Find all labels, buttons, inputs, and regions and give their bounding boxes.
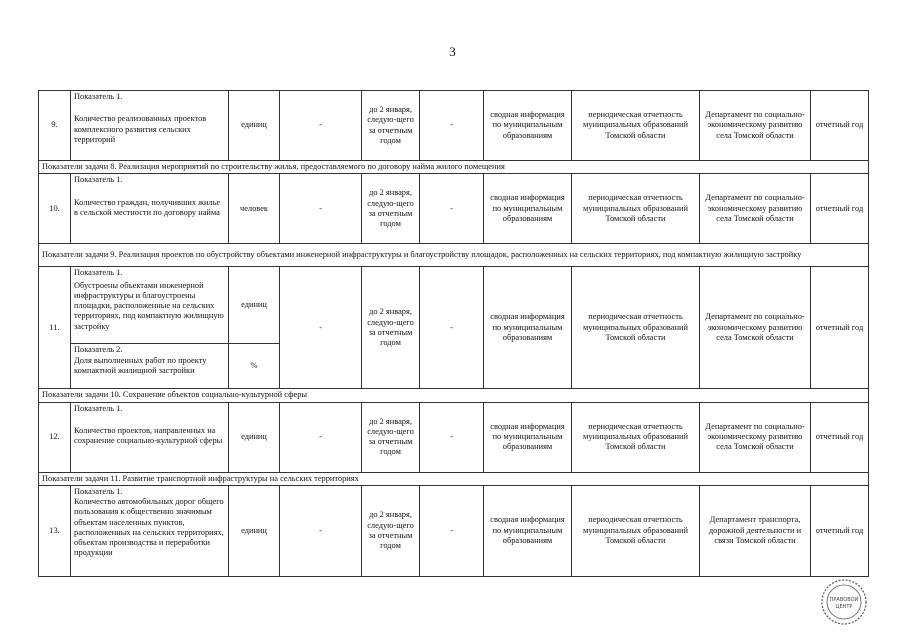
source-cell: сводная информация по муниципальным образованиям [484, 174, 572, 244]
indicator-title: Показатель 1. [74, 92, 123, 101]
base-value-cell: - [280, 485, 362, 576]
indicator-name: Количество автомобильных дорог общего пользования к общественно значимым объектам населенных пунктов, расположенных на сельских территориях, объектам производства и переработки продукции [74, 497, 224, 558]
section-heading: Показатели задачи 11. Развитие транспортной инфраструктуры на сельских территориях [39, 472, 869, 485]
source-cell: сводная информация по муниципальным образованиям [484, 485, 572, 576]
source-cell: сводная информация по муниципальным образованиям [484, 91, 572, 161]
definition-cell: - [420, 174, 484, 244]
section-row [39, 472, 869, 485]
responsible-cell: Департамент транспорта, дорожной деятельности и связи Томской области [700, 485, 811, 576]
period-cell: отчетный год [811, 485, 869, 576]
source-cell: сводная информация по муниципальным образованиям [484, 267, 572, 389]
period-cell: отчетный год [811, 402, 869, 472]
method-cell: периодическая отчетность муниципальных образований Томской области [572, 174, 700, 244]
responsible-cell: Департамент по социально-экономическому развитию села Томской области [700, 91, 811, 161]
period-cell: отчетный год [811, 91, 869, 161]
unit-cell: единиц [229, 267, 280, 344]
indicator-cell [71, 344, 229, 389]
indicators-table [38, 90, 869, 577]
indicator-title: Показатель 1. [74, 403, 123, 413]
responsible-cell: Департамент по социально-экономическому развитию села Томской области [700, 267, 811, 389]
unit-cell: % [229, 344, 280, 389]
definition-cell: - [420, 402, 484, 472]
section-row [39, 389, 869, 402]
section-row [39, 244, 869, 267]
table-row [39, 402, 869, 472]
page-number: 3 [449, 44, 456, 59]
section-heading: Показатели задачи 10. Сохранение объектов социально-культурной сферы [39, 389, 869, 402]
unit-cell: единиц [229, 91, 280, 161]
indicator-cell [71, 174, 229, 244]
responsible-cell: Департамент по социально-экономическому развитию села Томской области [700, 174, 811, 244]
method-cell: периодическая отчетность муниципальных образований Томской области [572, 402, 700, 472]
indicator-title: Показатель 1. [74, 175, 123, 185]
responsible-cell: Департамент по социально-экономическому развитию села Томской области [700, 402, 811, 472]
unit-cell: человек [229, 174, 280, 244]
unit-cell: единиц [229, 485, 280, 576]
base-value-cell: - [280, 402, 362, 472]
deadline-cell: до 2 января, следую-щего за отчетным годом [362, 174, 420, 244]
indicator-name: Обустроены объектами инженерной инфраструктуры и благоустроены площадки, расположенные на сельских территориях, под компактную жилищную застройку [74, 280, 224, 331]
unit-cell: единиц [229, 402, 280, 472]
base-value-cell: - [280, 174, 362, 244]
deadline-cell: до 2 января, следую-щего за отчетным годом [362, 485, 420, 576]
indicator-name: Количество граждан, получивших жилье в сельской местности по договору найма [74, 197, 221, 217]
period-cell: отчетный год [811, 267, 869, 389]
indicator-name: Количество реализованных проектов комплексного развития сельских территорий [74, 114, 207, 144]
indicator-cell [71, 267, 229, 344]
base-value-cell: - [280, 267, 362, 389]
row-number: 10. [39, 174, 71, 244]
indicator-title: Показатель 2. [74, 345, 123, 355]
row-number: 9. [39, 91, 71, 161]
indicator-title: Показатель 1. [74, 486, 123, 496]
definition-cell: - [420, 485, 484, 576]
indicator-title: Показатель 1. [74, 268, 123, 278]
row-number: 12. [39, 402, 71, 472]
indicator-cell [71, 402, 229, 472]
svg-text:ПРАВОВОЙ: ПРАВОВОЙ [829, 597, 859, 603]
section-heading: Показатели задачи 8. Реализация мероприятий по строительству жилья, предоставляемого по договору найма жилого помещения [39, 161, 869, 174]
indicator-cell [71, 91, 229, 161]
indicator-name: Доля выполненных работ по проекту компактной жилищной застройки [74, 355, 207, 375]
table-row [39, 91, 869, 161]
row-number: 13. [39, 485, 71, 576]
deadline-cell: до 2 января, следую-щего за отчетным годом [362, 402, 420, 472]
method-cell: периодическая отчетность муниципальных образований Томской области [572, 267, 700, 389]
svg-text:ЦЕНТР: ЦЕНТР [835, 604, 853, 610]
method-cell: периодическая отчетность муниципальных образований Томской области [572, 91, 700, 161]
method-cell: периодическая отчетность муниципальных образований Томской области [572, 485, 700, 576]
section-heading: Показатели задачи 9. Реализация проектов по обустройству объектами инженерной инфраструктуры и благоустройству площадок, расположенных на сельских территориях, под компактную жилищную застройку [39, 244, 869, 267]
definition-cell: - [420, 91, 484, 161]
definition-cell: - [420, 267, 484, 389]
base-value-cell: - [280, 91, 362, 161]
row-number: 11. [39, 267, 71, 389]
table-row [39, 174, 869, 244]
table-row [39, 267, 869, 344]
period-cell: отчетный год [811, 174, 869, 244]
table-row [39, 485, 869, 576]
deadline-cell: до 2 января, следую-щего за отчетным годом [362, 267, 420, 389]
section-row [39, 161, 869, 174]
indicator-name: Количество проектов, направленных на сохранение социально-культурной сферы [74, 425, 223, 445]
stamp-seal-icon [820, 578, 868, 626]
source-cell: сводная информация по муниципальным образованиям [484, 402, 572, 472]
indicator-cell [71, 485, 229, 576]
deadline-cell: до 2 января, следую-щего за отчетным годом [362, 91, 420, 161]
